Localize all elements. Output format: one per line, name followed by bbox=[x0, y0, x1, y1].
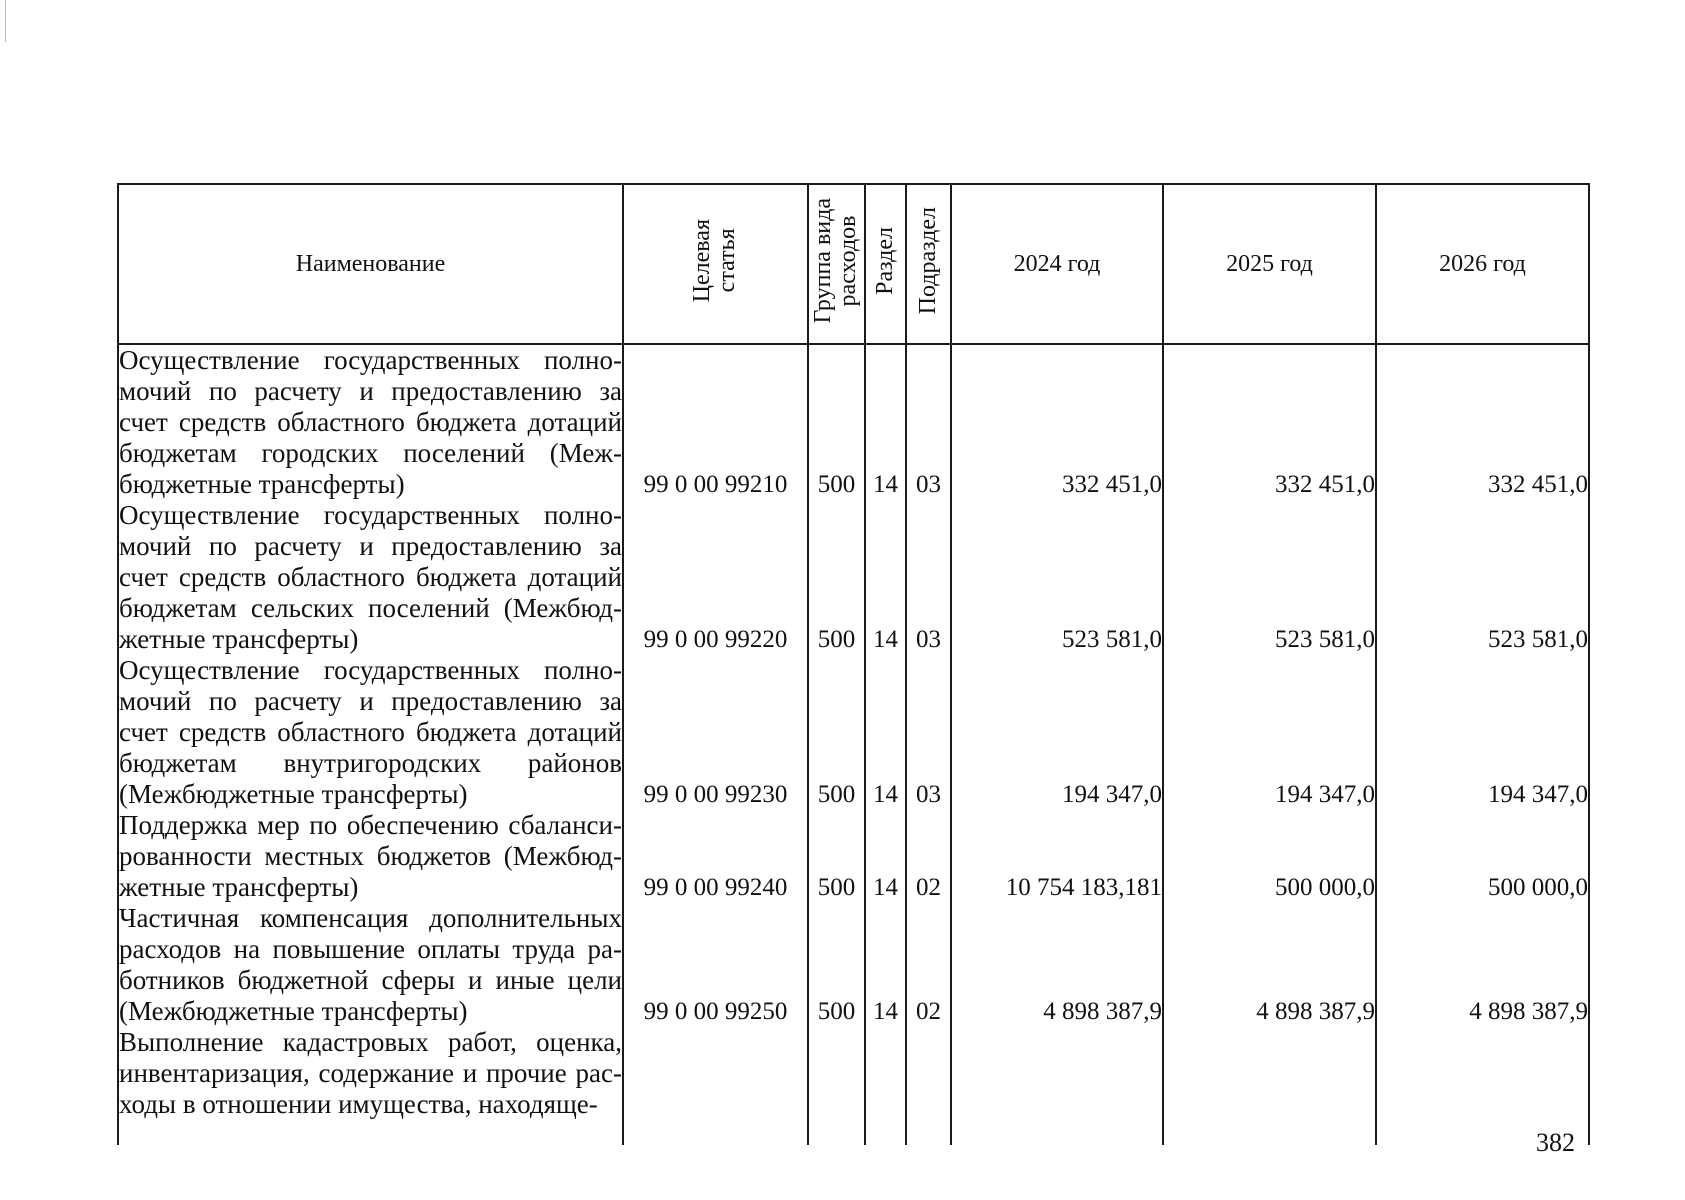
row-subsection: 03 bbox=[906, 500, 951, 655]
budget-table bbox=[117, 183, 1590, 1145]
header-target-article bbox=[623, 184, 808, 344]
row-amount-2025: 4 898 387,9 bbox=[1163, 903, 1376, 1027]
row-target-article bbox=[623, 1027, 808, 1145]
header-section bbox=[865, 184, 906, 344]
table-row bbox=[118, 655, 1589, 810]
row-amount-2025: 500 000,0 bbox=[1163, 810, 1376, 903]
table-row bbox=[118, 344, 1589, 500]
row-amount-2025: 523 581,0 bbox=[1163, 500, 1376, 655]
row-amount-2025 bbox=[1163, 1027, 1376, 1145]
row-section: 14 bbox=[865, 500, 906, 655]
row-amount-2025: 194 347,0 bbox=[1163, 655, 1376, 810]
header-target-article-label: Целевая статья bbox=[689, 218, 741, 303]
row-name: Осуществление государственных полномочий по расчету и предоставлению за счет средств областного бюджета дотаций бюджетам городских поселений (Межбюджетные трансферты) bbox=[119, 345, 622, 499]
page-number: 382 bbox=[1536, 1128, 1575, 1157]
row-target-article: 99 0 00 99230 bbox=[623, 655, 808, 810]
row-expense-group: 500 bbox=[808, 344, 865, 500]
row-expense-group: 500 bbox=[808, 655, 865, 810]
row-expense-group bbox=[808, 1027, 865, 1145]
row-amount-2024: 10 754 183,181 bbox=[951, 810, 1163, 903]
header-subsection bbox=[906, 184, 951, 344]
row-amount-2026: 332 451,0 bbox=[1376, 344, 1589, 500]
row-target-article: 99 0 00 99240 bbox=[623, 810, 808, 903]
row-amount-2026: 4 898 387,9 bbox=[1376, 903, 1589, 1027]
scan-edge-mark bbox=[5, 0, 6, 42]
row-amount-2025: 332 451,0 bbox=[1163, 344, 1376, 500]
row-amount-2026: 500 000,0 bbox=[1376, 810, 1589, 903]
row-target-article: 99 0 00 99210 bbox=[623, 344, 808, 500]
header-expense-group-label: Группа вида расходов bbox=[810, 197, 862, 324]
header-name bbox=[118, 184, 623, 344]
row-section: 14 bbox=[865, 344, 906, 500]
row-target-article: 99 0 00 99220 bbox=[623, 500, 808, 655]
table-row bbox=[118, 810, 1589, 903]
row-section: 14 bbox=[865, 810, 906, 903]
row-amount-2024: 332 451,0 bbox=[951, 344, 1163, 500]
row-section: 14 bbox=[865, 655, 906, 810]
row-expense-group: 500 bbox=[808, 810, 865, 903]
row-subsection: 03 bbox=[906, 344, 951, 500]
table-row bbox=[118, 1027, 1589, 1145]
row-amount-2024: 523 581,0 bbox=[951, 500, 1163, 655]
header-year-2025: 2025 год bbox=[1163, 184, 1376, 344]
row-name: Осуществление государственных полномочий по расчету и предоставлению за счет средств областного бюджета дотаций бюджетам сельских поселений (Межбюджетные трансферты) bbox=[119, 500, 622, 654]
header-expense-group bbox=[808, 184, 865, 344]
table-header-row bbox=[118, 184, 1589, 344]
row-section bbox=[865, 1027, 906, 1145]
table-row bbox=[118, 903, 1589, 1027]
row-expense-group: 500 bbox=[808, 903, 865, 1027]
header-name-label: Наименование bbox=[295, 250, 446, 277]
row-amount-2026: 194 347,0 bbox=[1376, 655, 1589, 810]
row-name: Выполнение кадастровых работ, оценка, инвентаризация, содержание и прочие расходы в отношении имущества, находяще- bbox=[118, 1027, 623, 1145]
row-amount-2024: 194 347,0 bbox=[951, 655, 1163, 810]
row-subsection: 02 bbox=[906, 810, 951, 903]
header-year-2026: 2026 год bbox=[1376, 184, 1589, 344]
row-expense-group: 500 bbox=[808, 500, 865, 655]
row-section: 14 bbox=[865, 903, 906, 1027]
row-subsection: 02 bbox=[906, 903, 951, 1027]
row-amount-2026: 523 581,0 bbox=[1376, 500, 1589, 655]
header-section-label: Раздел bbox=[871, 226, 898, 295]
row-subsection bbox=[906, 1027, 951, 1145]
header-subsection-label: Подраздел bbox=[914, 206, 941, 315]
header-year-2024: 2024 год bbox=[951, 184, 1163, 344]
row-target-article: 99 0 00 99250 bbox=[623, 903, 808, 1027]
row-name: Поддержка мер по обеспечению сбалансированности местных бюджетов (Межбюджетные трансферты) bbox=[119, 810, 622, 902]
row-name: Осуществление государственных полномочий по расчету и предоставлению за счет средств областного бюджета дотаций бюджетам внутригородских районов (Межбюджетные трансферты) bbox=[119, 655, 622, 809]
row-amount-2024: 4 898 387,9 bbox=[951, 903, 1163, 1027]
row-name: Частичная компенсация дополнительных расходов на повышение оплаты труда работников бюджетной сферы и иные цели (Межбюджетные трансферты) bbox=[119, 903, 622, 1026]
table-row bbox=[118, 500, 1589, 655]
row-amount-2024 bbox=[951, 1027, 1163, 1145]
row-subsection: 03 bbox=[906, 655, 951, 810]
